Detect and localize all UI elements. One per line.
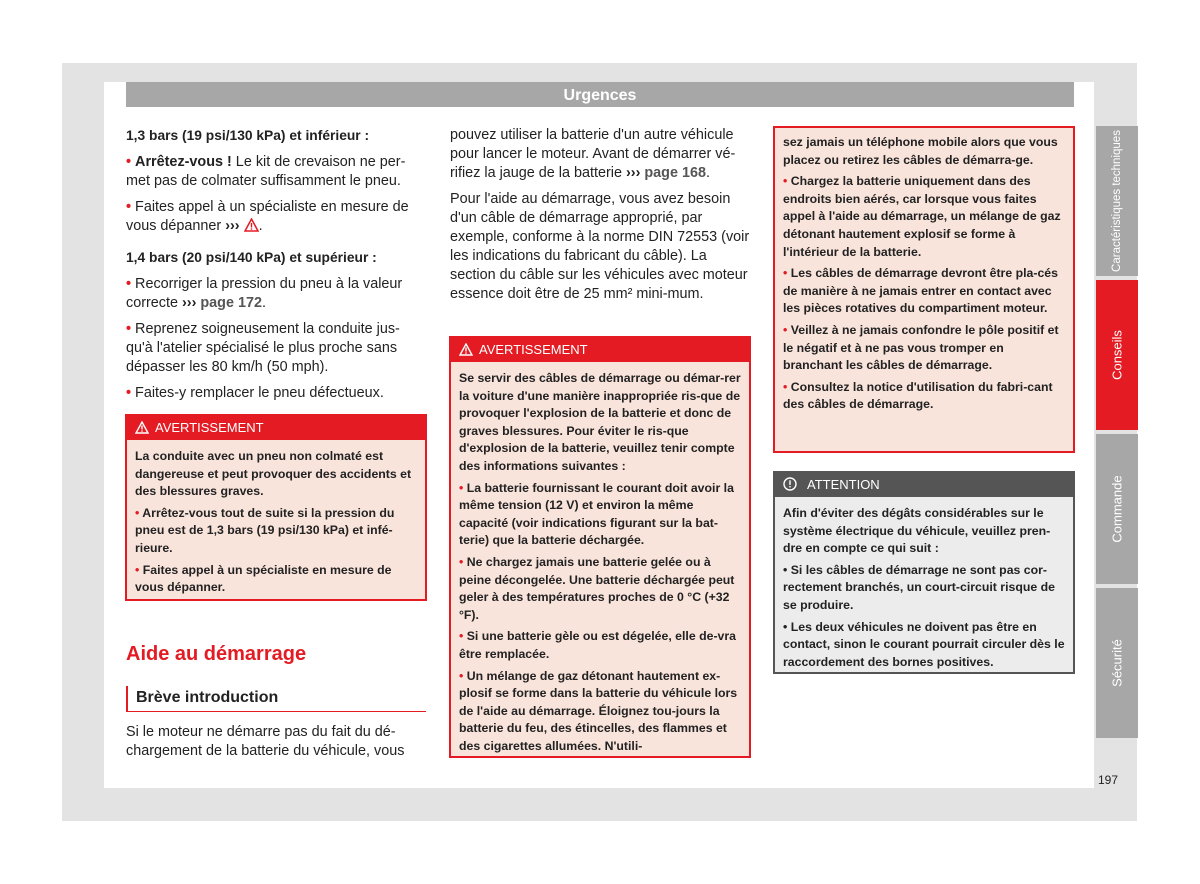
list-item	[783, 619, 1065, 672]
list-item-text: Reprenez soigneusement la conduite jus-qu'à l'atelier spécialisé le plus proche sans dépasser les 80 km/h (50 mph).	[126, 321, 400, 375]
list-item-text: Si les câbles de démarrage ne sont pas cor-rectement branchés, un court-circuit risque de se produire.	[783, 562, 1055, 612]
tab-caracteristiques-techniques[interactable]	[1096, 126, 1138, 276]
paragraph-text: Pour l'aide au démarrage, vous avez besoin d'un câble de démarrage approprié, par exemple, conforme à la norme DIN 72553 (voir les indications du fabricant du câble). La section du câble sur les véhicules avec moteur essence doit être de 25 mm² mini-mum.	[450, 191, 750, 302]
warning-header	[127, 416, 425, 440]
bullet-icon: •	[459, 554, 464, 569]
bullet-icon: •	[126, 321, 132, 337]
bullet-icon: •	[459, 629, 464, 644]
bullet-icon: •	[126, 154, 132, 170]
tab-label: Caractéristiques techniques	[1111, 130, 1123, 272]
bullet-icon: •	[783, 174, 788, 189]
list-item-text: Ne chargez jamais une batterie gelée ou à peine décongelée. Une batterie déchargée peut geler à des températures proches de 0 °C (+32 °F).	[459, 554, 735, 622]
list-item	[126, 384, 426, 403]
bullet-icon: •	[126, 276, 132, 292]
bullet-icon: •	[459, 480, 464, 495]
list-item-text: Le kit de crevaison ne per-met pas de colmater suffisamment le pneu.	[126, 154, 406, 189]
bullet-icon: •	[783, 266, 788, 281]
intro-paragraph	[126, 723, 426, 768]
paragraph-text: pouvez utiliser la batterie d'un autre véhicule pour lancer le moteur. Avant de démarrer vé-rifiez la jauge de la batterie	[450, 127, 736, 181]
list-item	[459, 554, 741, 624]
tab-commande[interactable]	[1096, 434, 1138, 584]
list-item	[126, 320, 426, 377]
triple-chevron-icon[interactable]: ›››	[225, 218, 240, 234]
column-2	[450, 126, 750, 311]
warning-triangle-icon	[135, 421, 149, 434]
attention-body	[775, 497, 1073, 681]
list-item-text: Les deux véhicules ne doivent pas être en contact, sinon le courant pourrait circuler dès le raccordement des bornes positives.	[783, 619, 1065, 669]
warning-box-continued	[773, 126, 1075, 453]
warning-title: AVERTISSEMENT	[155, 420, 264, 435]
list-item-text: Recorriger la pression du pneu à la valeur correcte	[126, 276, 403, 311]
list-item: • Faites appel à un spécialiste en mesure de vous dépanner ››› .	[126, 199, 409, 234]
section-title: Aide au démarrage	[126, 643, 307, 665]
tab-label: Conseils	[1109, 330, 1125, 380]
list-item	[459, 628, 741, 663]
list-item	[135, 505, 417, 558]
warning-intro: Se servir des câbles de démarrage ou démar-rer la voiture d'une manière inappropriée ris-que de provoquer l'explosion de la batterie et donc de graves blessures. Pour éviter le ris-que d'explosion de la batterie, veuillez tenir compte des informations suivantes :	[459, 371, 741, 473]
bullet-icon: •	[459, 668, 464, 683]
list-item-text: Consultez la notice d'utilisation du fabri-cant des câbles de démarrage.	[783, 379, 1053, 412]
bullet-icon: •	[783, 562, 788, 577]
list-item-text: Arrêtez-vous tout de suite si la pression du pneu est de 1,3 bars (19 psi/130 kPa) et infé-rieure.	[135, 505, 395, 555]
bullet-icon: •	[783, 379, 788, 394]
list-item	[126, 153, 426, 191]
circle-exclamation-icon	[783, 477, 797, 491]
list-item-text: Si une batterie gèle ou est dégelée, elle de-vra être remplacée.	[459, 629, 736, 661]
list-item	[783, 265, 1065, 318]
warning-box-jumpstart	[449, 336, 751, 758]
attention-intro: Afin d'éviter des dégâts considérables sur le système électrique du véhicule, veuillez pren-dre en compte ce qui suit :	[783, 506, 1051, 556]
list-item-text: Faites appel à un spécialiste en mesure de vous dépanner	[126, 199, 409, 234]
subheading-low-pressure: 1,3 bars (19 psi/130 kPa) et inférieur :	[126, 128, 370, 143]
bullet-icon: •	[783, 322, 788, 337]
attention-box	[773, 471, 1075, 674]
list-item	[783, 322, 1065, 375]
list-item-text: Les câbles de démarrage devront être pla-cés de manière à ne jamais entrer en contact avec les pièces rotatives du compartiment moteur.	[783, 266, 1058, 316]
list-item	[783, 379, 1065, 414]
bold-text: Arrêtez-vous !	[135, 154, 232, 170]
paragraph: pouvez utiliser la batterie d'un autre véhicule pour lancer le moteur. Avant de démarrer vé-rifiez la jauge de la batterie ››› page 168.	[450, 127, 736, 181]
warning-body	[451, 362, 749, 765]
tab-label: Sécurité	[1109, 639, 1125, 687]
bullet-icon: •	[783, 619, 788, 634]
list-item-text: Faites-y remplacer le pneu défectueux.	[135, 385, 384, 401]
page-link-label: page 168	[644, 165, 706, 181]
page-link[interactable]	[626, 165, 706, 181]
warning-intro: La conduite avec un pneu non colmaté est dangereuse et peut provoquer des accidents et des blessures graves.	[135, 449, 412, 499]
subsection-title: Brève introduction	[126, 686, 426, 712]
triple-chevron-icon: ›››	[181, 295, 197, 311]
tab-securite[interactable]	[1096, 588, 1138, 738]
attention-title: ATTENTION	[807, 477, 880, 492]
warning-body	[775, 128, 1073, 424]
chapter-header: Urgences	[126, 82, 1074, 107]
bullet-icon: •	[126, 385, 132, 401]
page-link[interactable]	[182, 295, 262, 311]
bullet-icon: •	[135, 562, 140, 577]
list-item: • Recorriger la pression du pneu à la valeur correcte ››› page 172.	[126, 276, 403, 311]
tab-conseils[interactable]	[1096, 280, 1138, 430]
page-number: 197	[1098, 773, 1119, 787]
bullet-icon: •	[135, 505, 140, 520]
list-item	[783, 173, 1065, 261]
list-item	[459, 480, 741, 550]
warning-box-tyre	[125, 414, 427, 601]
tab-label: Commande	[1109, 475, 1125, 543]
triple-chevron-icon: ›››	[626, 165, 641, 181]
list-item-text: Un mélange de gaz détonant hautement ex-plosif se forme dans la batterie du véhicule lors de l'aide au démarrage. Éloignez tou-jours la batterie du feu, des étincelles, des flammes et des cigarettes allumées. N'utili-	[459, 668, 738, 753]
paragraph-text: Si le moteur ne démarre pas du fait du dé-chargement de la batterie du véhicule, vous	[126, 724, 405, 759]
list-item-text: Faites appel à un spécialiste en mesure de vous dépanner.	[135, 562, 392, 595]
warning-header	[451, 338, 749, 362]
list-item-text: Veillez à ne jamais confondre le pôle positif et le négatif et à ne pas vous tromper en branchant les câbles de démarrage.	[783, 322, 1059, 373]
page-link-label: page 172	[200, 295, 262, 311]
subheading-high-pressure: 1,4 bars (20 psi/140 kPa) et supérieur :	[126, 250, 377, 265]
list-item-text: La batterie fournissant le courant doit avoir la même tension (12 V) et environ la même capacité (voir indications figurant sur la bat-terie) que la batterie déchargée.	[459, 480, 734, 548]
warning-continued-text: sez jamais un téléphone mobile alors que vous placez ou retirez les câbles de démarra-ge.	[783, 135, 1058, 167]
attention-header	[775, 473, 1073, 497]
warning-triangle-icon	[459, 343, 473, 356]
warning-title: AVERTISSEMENT	[479, 342, 588, 357]
column-1	[126, 126, 426, 410]
warning-triangle-icon[interactable]	[244, 218, 259, 232]
bullet-icon: •	[126, 199, 132, 215]
warning-body	[127, 440, 425, 607]
list-item	[459, 668, 741, 756]
list-item	[783, 562, 1065, 615]
list-item-text: Chargez la batterie uniquement dans des endroits bien aérés, car lorsque vous faites appel à l'aide au démarrage, un mélange de gaz détonant hautement explosif se forme à l'intérieur de la batterie.	[783, 174, 1061, 259]
list-item	[135, 562, 417, 597]
